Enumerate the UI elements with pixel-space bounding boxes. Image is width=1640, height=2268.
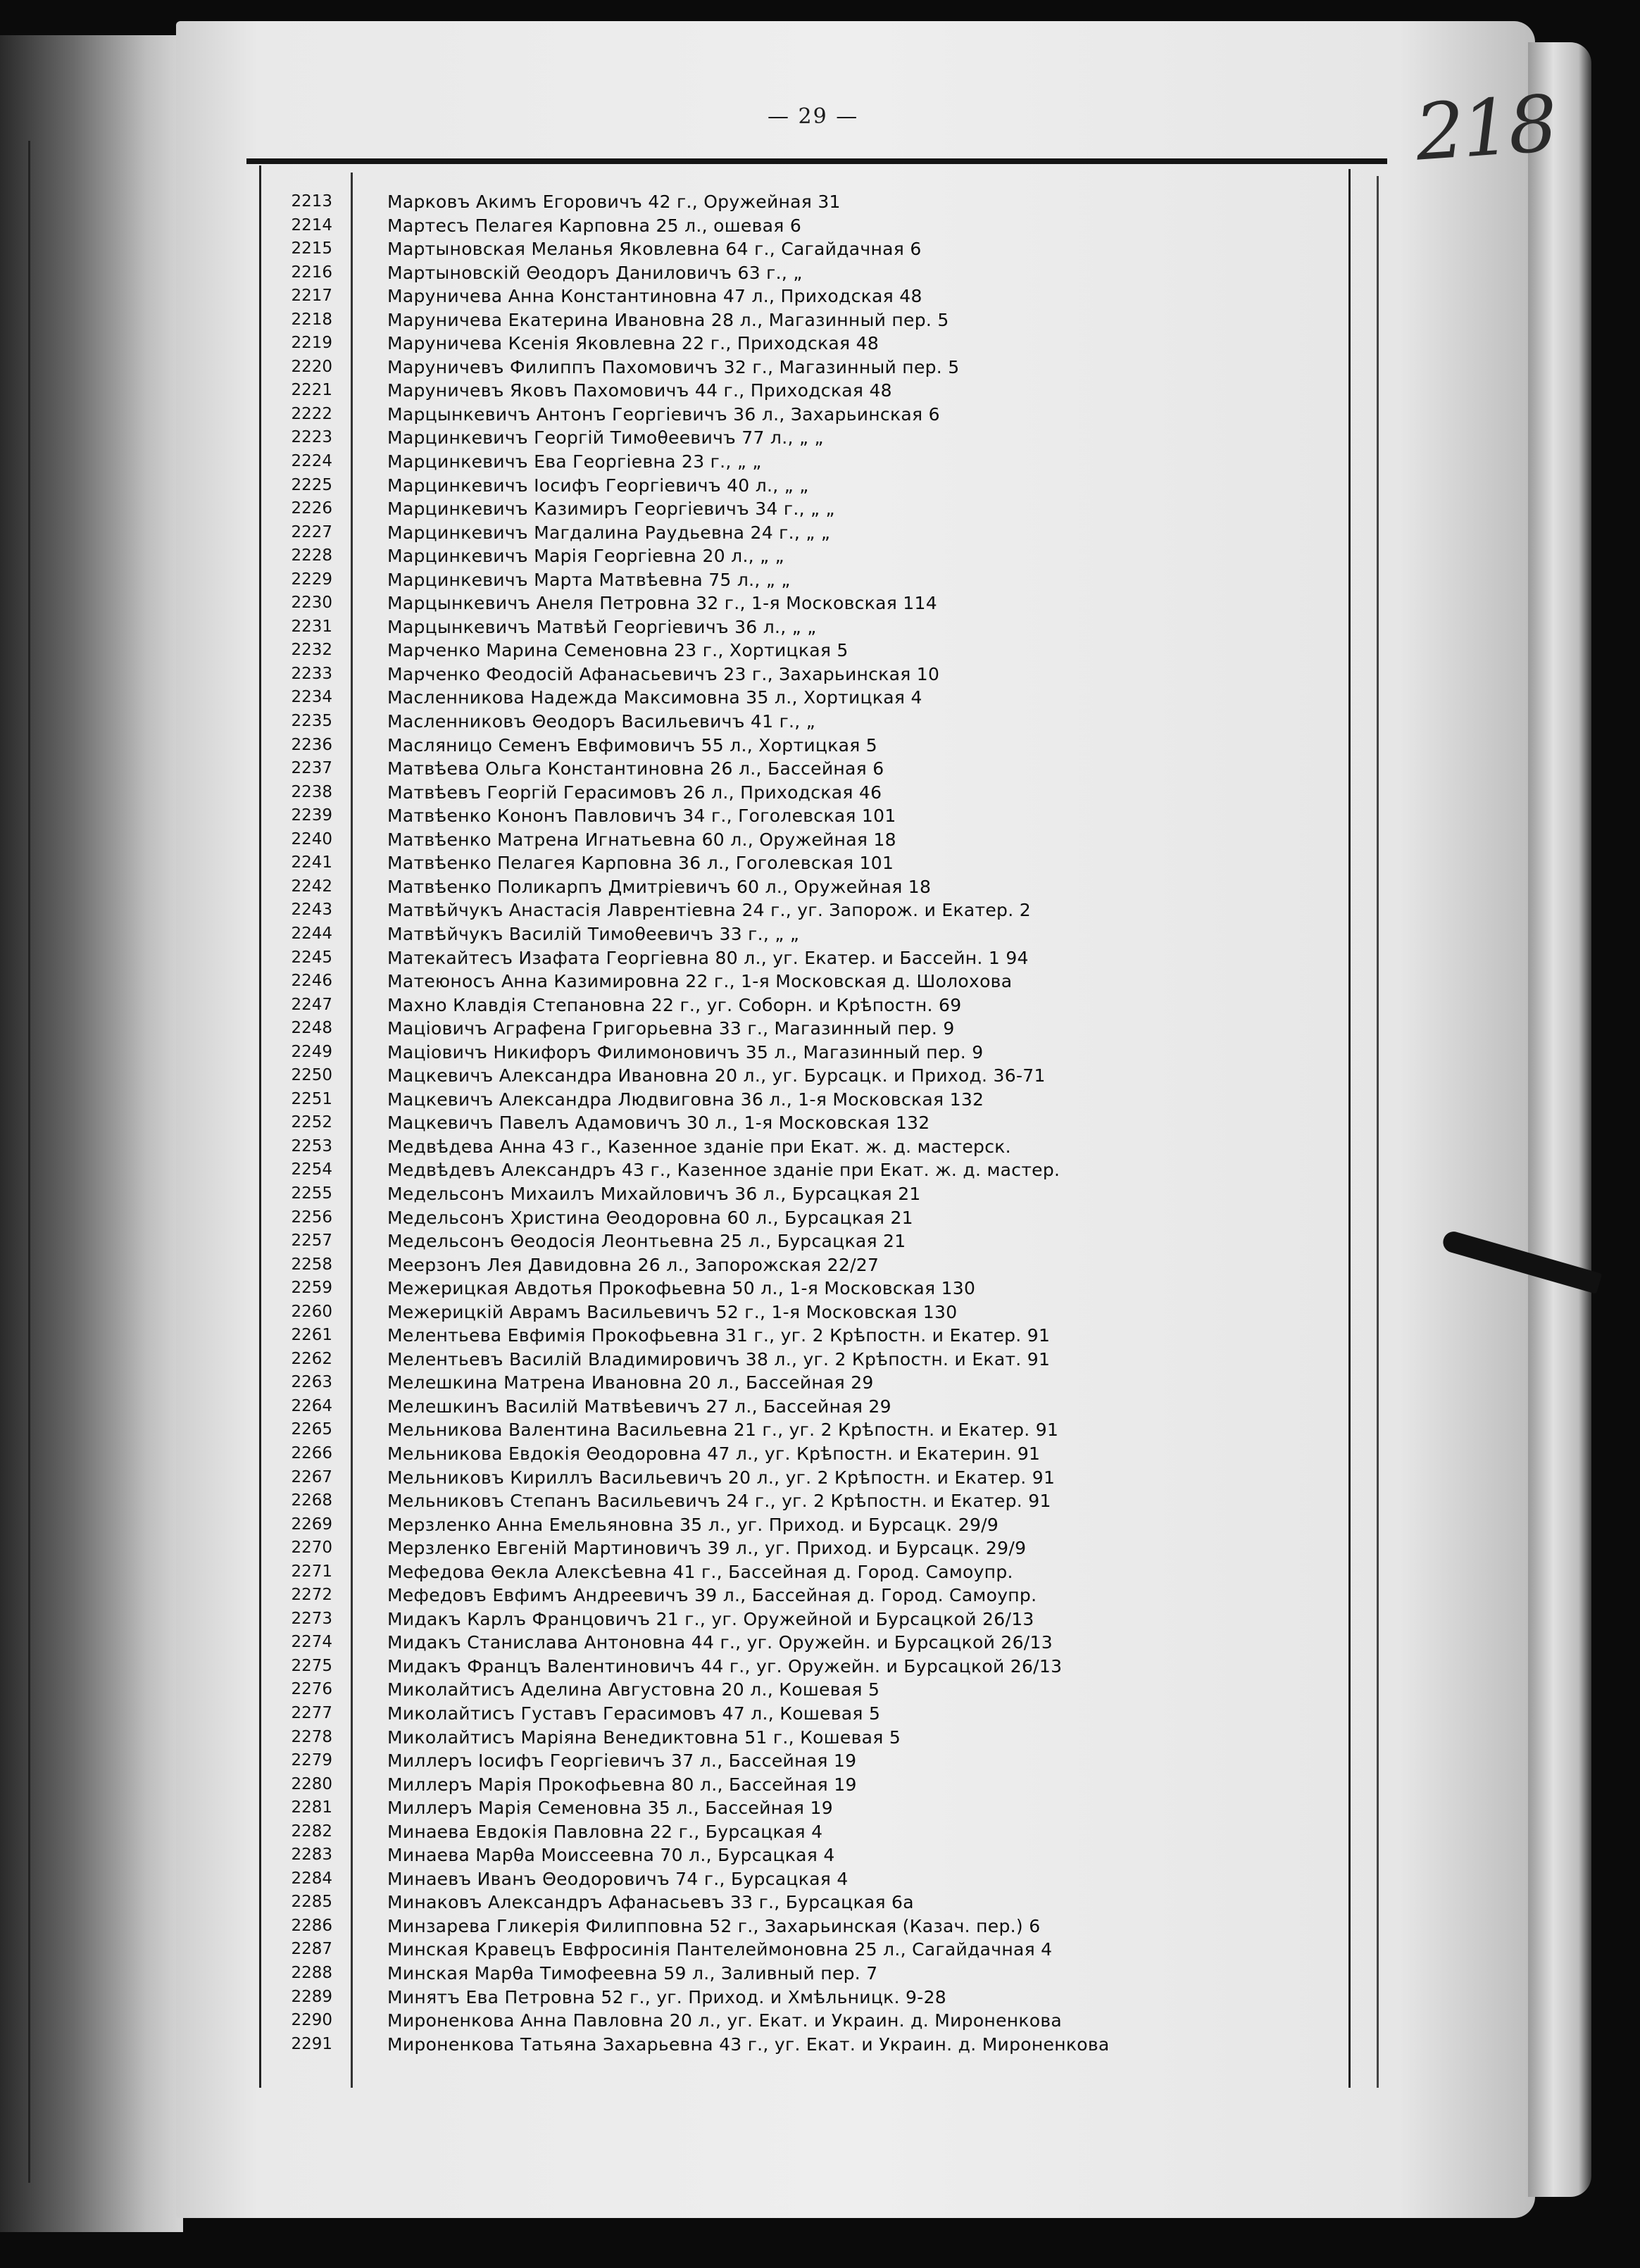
entry-text: Марцинкевичъ Ева Георгіевна 23 г., „ „ (387, 451, 762, 472)
entry-number: 2267 (291, 1467, 332, 1486)
entry-text: Масленникова Надежда Максимовна 35 л., Хортицкая 4 (387, 687, 922, 708)
entry-number: 2233 (291, 664, 332, 683)
list-item (282, 1017, 1338, 1041)
entry-text: Мелешкинъ Василій Матвѣевичъ 27 л., Бассейная 29 (387, 1396, 891, 1417)
entry-text: Мерзленко Анна Емельяновна 35 л., уг. Приход. и Бурсацк. 29/9 (387, 1514, 999, 1535)
entry-text: Марцинкевичъ Магдалина Раудьевна 24 г., „ „ (387, 522, 831, 543)
entry-text: Мироненкова Анна Павловна 20 л., уг. Екат. и Украин. д. Мироненкова (387, 2010, 1063, 2031)
entry-text: Матвѣевъ Георгій Герасимовъ 26 л., Приходская 46 (387, 782, 882, 803)
entry-number: 2256 (291, 1208, 332, 1227)
entry-number: 2225 (291, 475, 332, 494)
entry-text: Махно Клавдія Степановна 22 г., уг. Соборн. и Крѣпостн. 69 (387, 994, 962, 1015)
entry-number: 2263 (291, 1373, 332, 1392)
entry-text: Мельникова Евдокія Θеодоровна 47 л., уг. Крѣпостн. и Екатерин. 91 (387, 1443, 1041, 1464)
entry-text: Мидакъ Станислава Антоновна 44 г., уг. Оружейн. и Бурсацкой 26/13 (387, 1632, 1053, 1653)
entry-text: Масляницо Семенъ Евфимовичъ 55 л., Хортицкая 5 (387, 734, 878, 756)
entry-number: 2244 (291, 924, 332, 943)
list-item (282, 568, 1338, 592)
resident-list (282, 190, 1338, 2056)
list-item (282, 450, 1338, 474)
entry-number: 2248 (291, 1019, 332, 1038)
entry-number: 2260 (291, 1302, 332, 1321)
list-item (282, 686, 1338, 710)
entry-text: Мидакъ Францъ Валентиновичъ 44 г., уг. Оружейн. и Бурсацкой 26/13 (387, 1655, 1063, 1677)
list-item (282, 1915, 1338, 1938)
entry-text: Мефедовъ Евфимъ Андреевичъ 39 л., Бассейная д. Город. Самоупр. (387, 1585, 1037, 1606)
entry-text: Межерицкій Аврамъ Васильевичъ 52 г., 1-я Московская 130 (387, 1301, 958, 1322)
list-item (282, 544, 1338, 568)
list-item (282, 190, 1338, 214)
list-item (282, 1277, 1338, 1301)
list-item (282, 237, 1338, 261)
list-item (282, 639, 1338, 663)
entry-number: 2243 (291, 901, 332, 920)
entry-text: Марченко Марина Семеновна 23 г., Хортицкая 5 (387, 640, 849, 661)
entry-number: 2278 (291, 1727, 332, 1746)
entry-text: Марцинкевичъ Георгій Тимоθеевичъ 77 л., „ „ (387, 427, 824, 449)
entry-number: 2264 (291, 1396, 332, 1415)
entry-number: 2250 (291, 1066, 332, 1085)
list-item (282, 851, 1338, 875)
entry-text: Матвѣева Ольга Константиновна 26 л., Бассейная 6 (387, 758, 884, 779)
entry-number: 2255 (291, 1184, 332, 1203)
entry-number: 2249 (291, 1042, 332, 1061)
entry-text: Марцынкевичъ Матвѣй Георгіевичъ 36 л., „ „ (387, 616, 817, 637)
entry-text: Миллеръ Марія Семеновна 35 л., Бассейная 19 (387, 1798, 833, 1819)
list-item (282, 1371, 1338, 1395)
entry-text: Миколайтисъ Густавъ Герасимовъ 47 л., Кошевая 5 (387, 1703, 881, 1724)
entry-number: 2226 (291, 499, 332, 518)
entry-text: Матвѣенко Пелагея Карповна 36 л., Гоголевская 101 (387, 853, 894, 874)
list-item (282, 1584, 1338, 1608)
entry-number: 2270 (291, 1539, 332, 1558)
entry-number: 2276 (291, 1680, 332, 1699)
entry-number: 2213 (291, 192, 332, 211)
entry-text: Марцынкевичъ Анеля Петровна 32 г., 1-я Московская 114 (387, 593, 937, 614)
list-item (282, 1726, 1338, 1750)
entry-number: 2262 (291, 1349, 332, 1368)
entry-text: Минская Кравецъ Евфросинія Пантелеймоновна 25 л., Сагайдачная 4 (387, 1939, 1053, 1960)
entry-text: Мельниковъ Степанъ Васильевичъ 24 г., уг. 2 Крѣпостн. и Екатер. 91 (387, 1491, 1051, 1512)
entry-text: Маруничева Ксенія Яковлевна 22 г., Приходская 48 (387, 333, 880, 354)
entry-text: Мефедова Θекла Алексѣевна 41 г., Бассейная д. Город. Самоупр. (387, 1561, 1013, 1582)
entry-text: Мидакъ Карлъ Францовичъ 21 г., уг. Оружейной и Бурсацкой 26/13 (387, 1608, 1034, 1629)
entry-number: 2222 (291, 404, 332, 423)
entry-number: 2289 (291, 1987, 332, 2006)
right-rule (1348, 169, 1351, 2088)
entry-number: 2227 (291, 522, 332, 541)
entry-text: Мартесъ Пелагея Карповна 25 л., ошевая 6 (387, 215, 802, 236)
entry-text: Минзарева Гликерія Филипповна 52 г., Захарьинская (Казач. пер.) 6 (387, 1915, 1041, 1936)
entry-number: 2237 (291, 759, 332, 778)
list-item (282, 1749, 1338, 1773)
list-item (282, 1253, 1338, 1277)
entry-number: 2252 (291, 1113, 332, 1132)
entry-number: 2228 (291, 546, 332, 565)
list-item (282, 1536, 1338, 1560)
entry-text: Мацкевичъ Павелъ Адамовичъ 30 л., 1-я Московская 132 (387, 1113, 930, 1134)
entry-number: 2214 (291, 215, 332, 234)
entry-text: Марковъ Акимъ Егоровичъ 42 г., Оружейная 31 (387, 192, 841, 212)
entry-number: 2277 (291, 1704, 332, 1722)
entry-number: 2221 (291, 381, 332, 400)
entry-text: Марченко Феодосій Афанасьевичъ 23 г., Захарьинская 10 (387, 663, 940, 684)
entry-number: 2280 (291, 1774, 332, 1793)
adjacent-page-edge (0, 35, 183, 2232)
list-item (282, 922, 1338, 946)
entry-number: 2235 (291, 712, 332, 731)
entry-number: 2223 (291, 428, 332, 447)
list-item (282, 663, 1338, 687)
list-item (282, 2033, 1338, 2057)
entry-text: Маруничевъ Филиппъ Пахомовичъ 32 г., Магазинный пер. 5 (387, 356, 960, 377)
entry-text: Масленниковъ Θеодоръ Васильевичъ 41 г., „ (387, 711, 815, 732)
entry-number: 2261 (291, 1326, 332, 1345)
entry-number: 2216 (291, 263, 332, 282)
entry-number: 2236 (291, 735, 332, 754)
entry-text: Матвѣенко Кононъ Павловичъ 34 г., Гоголевская 101 (387, 806, 896, 827)
entry-number: 2231 (291, 617, 332, 636)
entry-number: 2240 (291, 829, 332, 848)
list-item (282, 804, 1338, 828)
list-item (282, 591, 1338, 615)
entry-number: 2239 (291, 806, 332, 825)
entry-text: Марцинкевичъ Казимиръ Георгіевичъ 34 г., „ „ (387, 499, 835, 520)
entry-number: 2279 (291, 1751, 332, 1770)
entry-number: 2273 (291, 1609, 332, 1628)
list-item (282, 898, 1338, 922)
entry-text: Маруничевъ Яковъ Пахомовичъ 44 г., Приходская 48 (387, 380, 892, 401)
entry-text: Маруничева Анна Константиновна 47 л., Приходская 48 (387, 286, 922, 307)
entry-number: 2274 (291, 1633, 332, 1652)
entry-number: 2242 (291, 877, 332, 896)
entry-number: 2232 (291, 641, 332, 660)
list-item (282, 497, 1338, 521)
entry-text: Медельсонъ Христина Θеодоровна 60 л., Бурсацкая 21 (387, 1207, 913, 1228)
entry-number: 2288 (291, 1964, 332, 1983)
list-item (282, 1158, 1338, 1182)
entry-number: 2284 (291, 1869, 332, 1888)
entry-text: Мацкевичъ Александра Людвиговна 36 л., 1-я Московская 132 (387, 1089, 984, 1110)
list-item (282, 1111, 1338, 1135)
list-item (282, 1867, 1338, 1891)
entry-text: Медельсонъ Θеодосія Леонтьевна 25 л., Бурсацкая 21 (387, 1231, 906, 1252)
list-item (282, 1773, 1338, 1797)
list-item (282, 403, 1338, 427)
list-item (282, 332, 1338, 356)
list-item (282, 308, 1338, 332)
entry-text: Меерзонъ Лея Давидовна 26 л., Запорожская 22/27 (387, 1254, 880, 1275)
entry-text: Мартыновскій Θеодоръ Даниловичъ 63 г., „ (387, 262, 803, 283)
entry-text: Мельниковъ Кириллъ Васильевичъ 20 л., уг. 2 Крѣпостн. и Екатер. 91 (387, 1467, 1056, 1488)
entry-text: Матеюносъ Анна Казимировна 22 г., 1-я Московская д. Шолохова (387, 971, 1013, 992)
list-item (282, 1962, 1338, 1986)
right-rule-outer (1377, 176, 1379, 2088)
entry-number: 2283 (291, 1846, 332, 1865)
entry-text: Мацкевичъ Александра Ивановна 20 л., уг. Бурсацк. и Приход. 36-71 (387, 1065, 1046, 1086)
entry-text: Межерицкая Авдотья Прокофьевна 50 л., 1-я Московская 130 (387, 1278, 976, 1299)
entry-text: Маруничева Екатерина Ивановна 28 л., Магазинный пер. 5 (387, 309, 949, 330)
list-item (282, 1702, 1338, 1726)
entry-number: 2230 (291, 594, 332, 613)
entry-number: 2269 (291, 1515, 332, 1534)
entry-number: 2266 (291, 1443, 332, 1462)
entry-text: Матвѣенко Матрена Игнатьевна 60 л., Оружейная 18 (387, 829, 896, 850)
entry-text: Мельникова Валентина Васильевна 21 г., уг. 2 Крѣпостн. и Екатер. 91 (387, 1420, 1059, 1441)
entry-number: 2259 (291, 1279, 332, 1298)
entry-number: 2246 (291, 972, 332, 991)
entry-text: Мелентьевъ Василій Владимировичъ 38 л., уг. 2 Крѣпостн. и Екат. 91 (387, 1348, 1051, 1370)
entry-text: Мелешкина Матрена Ивановна 20 л., Бассейная 29 (387, 1372, 874, 1393)
entry-number: 2234 (291, 688, 332, 707)
entry-text: Миллеръ Іосифъ Георгіевичъ 37 л., Бассейная 19 (387, 1750, 857, 1772)
list-item (282, 1324, 1338, 1348)
list-item (282, 1489, 1338, 1513)
entry-text: Маціовичъ Никифоръ Филимоновичъ 35 л., Магазинный пер. 9 (387, 1041, 984, 1063)
entry-number: 2272 (291, 1586, 332, 1605)
entry-text: Марцынкевичъ Антонъ Георгіевичъ 36 л., Захарьинская 6 (387, 403, 940, 425)
list-item (282, 261, 1338, 285)
entry-text: Матвѣйчукъ Василій Тимоθеевичъ 33 г., „ „ (387, 923, 800, 944)
list-item (282, 946, 1338, 970)
list-item (282, 1678, 1338, 1702)
entry-text: Миколайтисъ Аделина Августовна 20 л., Кошевая 5 (387, 1679, 880, 1700)
entry-number: 2281 (291, 1798, 332, 1817)
entry-text: Минская Марθа Тимофеевна 59 л., Заливный пер. 7 (387, 1963, 878, 1984)
entry-text: Маціовичъ Аграфена Григорьевна 33 г., Магазинный пер. 9 (387, 1018, 955, 1039)
entry-number: 2245 (291, 948, 332, 967)
entry-text: Медельсонъ Михаилъ Михайловичъ 36 л., Бурсацкая 21 (387, 1183, 921, 1204)
list-item (282, 1655, 1338, 1679)
list-item (282, 426, 1338, 450)
list-item (282, 1182, 1338, 1206)
list-item (282, 1088, 1338, 1112)
entry-number: 2268 (291, 1491, 332, 1510)
entry-number: 2229 (291, 570, 332, 589)
entry-text: Мелентьева Евфимія Прокофьевна 31 г., уг. 2 Крѣпостн. и Екатер. 91 (387, 1325, 1051, 1346)
entry-number: 2217 (291, 287, 332, 306)
entry-text: Матвѣйчукъ Анастасія Лаврентіевна 24 г., уг. Запорож. и Екатер. 2 (387, 900, 1031, 921)
entry-number: 2290 (291, 2011, 332, 2030)
list-item (282, 1820, 1338, 1844)
entry-text: Миколайтисъ Маріяна Венедиктовна 51 г., Кошевая 5 (387, 1727, 901, 1748)
entry-number: 2254 (291, 1160, 332, 1179)
entry-text: Мироненкова Татьяна Захарьевна 43 г., уг. Екат. и Украин. д. Мироненкова (387, 2034, 1110, 2055)
entry-text: Марцинкевичъ Іосифъ Георгіевичъ 40 л., „ „ (387, 475, 809, 496)
list-item (282, 970, 1338, 994)
page-edge (1528, 42, 1591, 2197)
entry-text: Марцинкевичъ Марія Георгіевна 20 л., „ „ (387, 546, 784, 567)
entry-number: 2282 (291, 1822, 332, 1841)
entry-number: 2265 (291, 1420, 332, 1439)
entry-number: 2218 (291, 310, 332, 329)
entry-text: Марцинкевичъ Марта Матвѣевна 75 л., „ „ (387, 569, 791, 590)
list-item (282, 1229, 1338, 1253)
list-item (282, 1891, 1338, 1915)
list-item (282, 994, 1338, 1017)
list-item (282, 757, 1338, 781)
archive-stamp: 218 (1412, 78, 1558, 178)
entry-number: 2224 (291, 452, 332, 471)
list-item (282, 1041, 1338, 1065)
entry-text: Мерзленко Евгеній Мартиновичъ 39 л., уг. Приход. и Бурсацк. 29/9 (387, 1538, 1027, 1559)
entry-number: 2253 (291, 1136, 332, 1155)
list-item (282, 734, 1338, 758)
entry-number: 2291 (291, 2034, 332, 2053)
list-item (282, 1843, 1338, 1867)
entry-number: 2215 (291, 239, 332, 258)
list-item (282, 1135, 1338, 1159)
entry-number: 2287 (291, 1940, 332, 1959)
list-item (282, 1986, 1338, 2010)
entry-number: 2241 (291, 853, 332, 872)
list-item (282, 379, 1338, 403)
page-number: — 29 — (768, 104, 859, 129)
list-item (282, 828, 1338, 852)
entry-text: Минаевъ Иванъ Θеодоровичъ 74 г., Бурсацкая 4 (387, 1868, 849, 1889)
list-item (282, 1796, 1338, 1820)
left-rule (259, 165, 261, 2088)
entry-text: Матекайтесъ Изафата Георгіевна 80 л., уг. Екатер. и Бассейн. 1 94 (387, 947, 1029, 968)
list-item (282, 781, 1338, 805)
list-item (282, 1064, 1338, 1088)
list-item (282, 1442, 1338, 1466)
list-item (282, 521, 1338, 545)
list-item (282, 1631, 1338, 1655)
entry-number: 2247 (291, 995, 332, 1014)
list-item (282, 1608, 1338, 1631)
list-item (282, 875, 1338, 899)
list-item (282, 1513, 1338, 1537)
list-item (282, 1348, 1338, 1372)
list-item (282, 1395, 1338, 1419)
entry-text: Медвѣдева Анна 43 г., Казенное зданіе при Екат. ж. д. мастерск. (387, 1136, 1011, 1157)
entry-number: 2238 (291, 782, 332, 801)
list-item (282, 1206, 1338, 1230)
list-item (282, 1560, 1338, 1584)
list-item (282, 1301, 1338, 1324)
list-item (282, 1466, 1338, 1490)
entry-text: Мартыновская Меланья Яковлевна 64 г., Сагайдачная 6 (387, 239, 922, 260)
list-item (282, 1418, 1338, 1442)
entry-text: Миллеръ Марія Прокофьевна 80 л., Бассейная 19 (387, 1774, 857, 1795)
entry-number: 2257 (291, 1232, 332, 1251)
entry-text: Медвѣдевъ Александръ 43 г., Казенное зданіе при Екат. ж. д. мастер. (387, 1160, 1060, 1181)
list-item (282, 615, 1338, 639)
list-item (282, 214, 1338, 238)
list-item (282, 1938, 1338, 1962)
list-item (282, 2009, 1338, 2033)
entry-text: Минаева Евдокія Павловна 22 г., Бурсацкая 4 (387, 1821, 823, 1842)
entry-text: Минятъ Ева Петровна 52 г., уг. Приход. и Хмѣльницк. 9-28 (387, 1986, 946, 2007)
entry-number: 2285 (291, 1893, 332, 1912)
entry-number: 2286 (291, 1916, 332, 1935)
list-item (282, 710, 1338, 734)
list-item (282, 356, 1338, 380)
list-item (282, 284, 1338, 308)
entry-text: Матвѣенко Поликарпъ Дмитріевичъ 60 л., Оружейная 18 (387, 876, 932, 897)
entry-number: 2271 (291, 1562, 332, 1581)
entry-number: 2275 (291, 1656, 332, 1675)
entry-number: 2220 (291, 357, 332, 376)
list-item (282, 474, 1338, 498)
entry-number: 2251 (291, 1089, 332, 1108)
entry-number: 2219 (291, 334, 332, 353)
top-rule (246, 158, 1387, 164)
entry-number: 2258 (291, 1255, 332, 1274)
entry-text: Минаева Марθа Моиссеевна 70 л., Бурсацкая 4 (387, 1845, 835, 1866)
entry-text: Минаковъ Александръ Афанасьевъ 33 г., Бурсацкая 6а (387, 1892, 914, 1913)
